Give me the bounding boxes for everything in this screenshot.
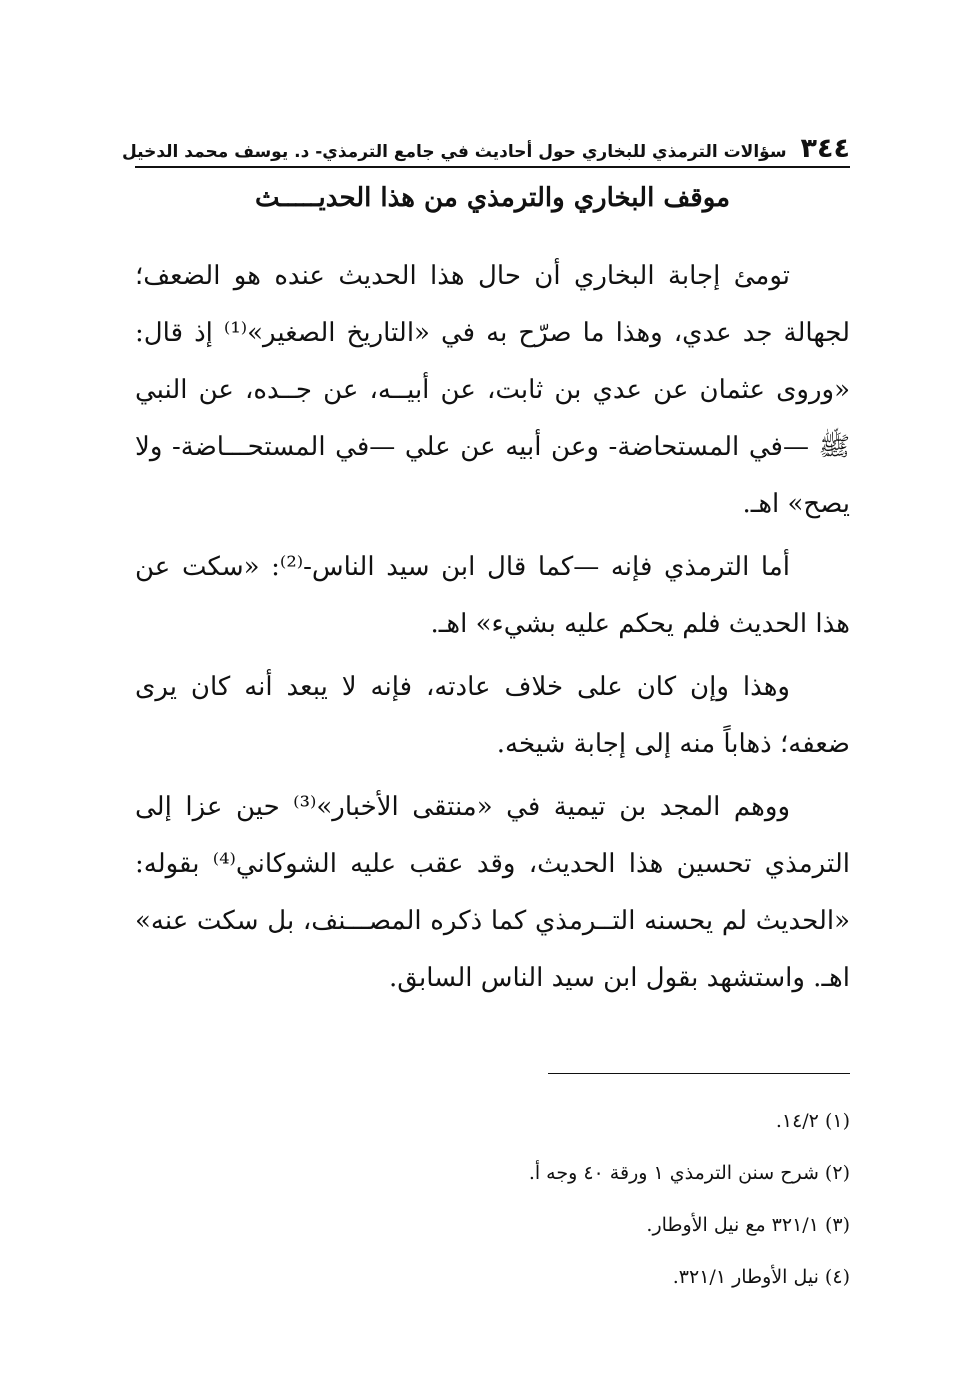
footnote: (٤) نيل الأوطار ٣٢١/١.: [672, 1266, 850, 1288]
paragraph: أما الترمذي فإنه —كما قال ابن سيد الناس-⁽²⁾: «سكت عن هذا الحديث فلم يحكم عليه بشيء» اهـ.: [135, 552, 850, 639]
footnote-divider: [548, 1073, 850, 1074]
paragraph: وهذا وإن كان على خلاف عادته، فإنه لا يبعد أنه كان يرى ضعفه؛ ذهاباً منه إلى إجابة شيخه.: [135, 672, 850, 759]
footnote: (٢) شرح سنن الترمذي ١ ورقة ٤٠ وجه أ.: [528, 1162, 850, 1184]
page-number: ٣٤٤: [800, 133, 850, 164]
footnotes: [135, 1095, 850, 1303]
section-heading: موقف البخاري والترمذي من هذا الحديـــــث: [254, 183, 731, 213]
page-header: [121, 128, 850, 168]
footnote: (١) ١٤/٢.: [775, 1110, 850, 1132]
body-text: [135, 248, 850, 1013]
running-title: سؤالات الترمذي للبخاري حول أحاديث في جامع الترمذي- د. يوسف محمد الدخيل: [121, 141, 787, 162]
paragraph: ووهم المجد بن تيمية في «منتقى الأخبار»⁽³⁾ حين عزا إلى الترمذي تحسين هذا الحديث، وقد عقب عليه الشوكاني⁽⁴⁾ بقوله: «الحديث لم يحسنه التــرمذي كما ذكره المصـــنف، بل سكت عنه» اهـ. واستشهد بقول ابن سيد الناس السابق.: [135, 792, 851, 993]
footnote: (٣) ٣٢١/١ مع نيل الأوطار.: [646, 1214, 850, 1236]
paragraph: تومئ إجابة البخاري أن حال هذا الحديث عنده هو الضعف؛ لجهالة جد عدي، وهذا ما صرّح به في «التاريخ الصغير»⁽¹⁾ إذ قال: «وروى عثمان عن عدي بن ثابت، عن أبيــه، عن جــده، عن النبي ﷺ —في المستحاضة- وعن أبيه عن علي —في المستحـــاضة- ولا يصح» اهـ.: [135, 261, 851, 519]
